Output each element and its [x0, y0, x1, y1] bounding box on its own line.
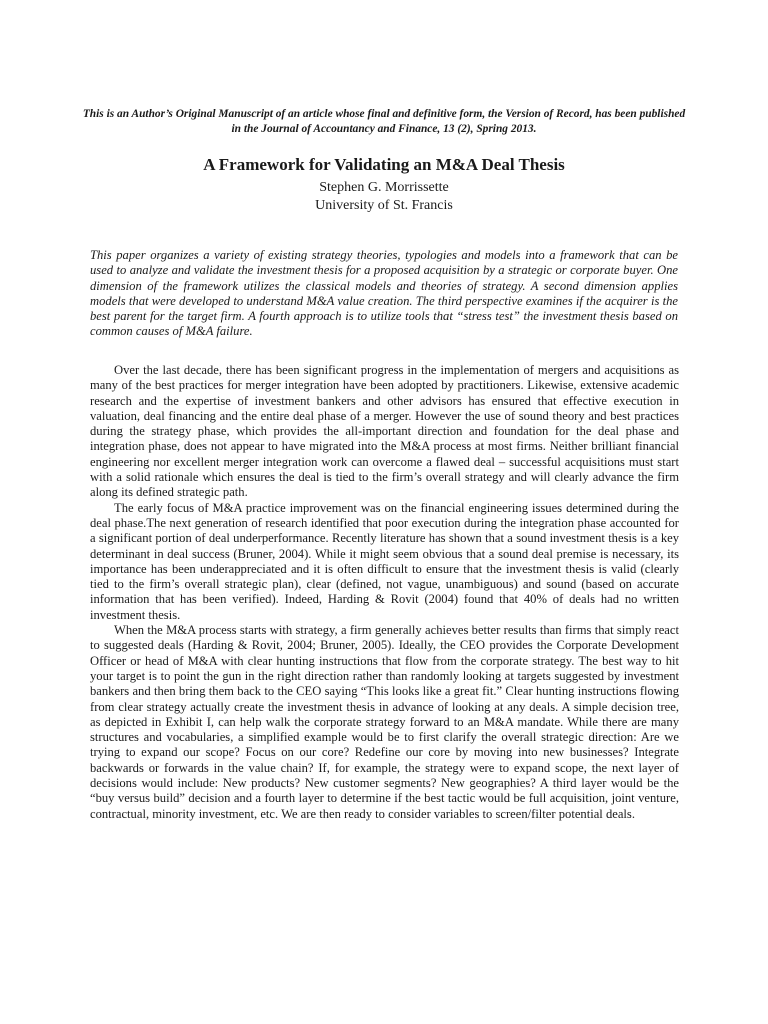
- body-paragraph: When the M&A process starts with strategy, a firm generally achieves better results than firms that simply react to suggested deals (Harding & Rovit, 2004; Bruner, 2005). Ideally, the CEO provides the Corporate Development Officer or head of M&A with clear hunting instructions that flow from the corporate strategy. The best way to hit your target is to point the gun in the right direction rather than randomly looking at targets suggested by investment bankers and then bring them back to the CEO saying “This looks like a great fit.” Clear hunting instructions flowing from clear strategy actually create the investment thesis in advance of looking at any deals. A simple decision tree, as depicted in Exhibit I, can help walk the corporate strategy forward to an M&A mandate. While there are many structures and vocabularies, a simplified example would be to first clarify the overall strategic direction: Are we trying to expand our scope? Focus on our core? Redefine our core by moving into new businesses? Integrate backwards or forwards in the value chain? If, for example, the strategy were to expand scope, the next layer of decisions would include: New products? New customer segments? New geographies? A third layer would be the “buy versus build” decision and a fourth layer to determine if the best tactic would be full acquisition, joint venture, contractual, minority investment, etc. We are then ready to consider variables to screen/filter potential deals.: [90, 623, 679, 821]
- body-paragraph: The early focus of M&A practice improvement was on the financial engineering issues determined during the deal phase.The next generation of research identified that poor execution during the integration phase accounted for a significant portion of deal underperformance. Recently literature has shown that a sound investment thesis is a key determinant in deal success (Bruner, 2004). While it might seem obvious that a sound deal premise is necessary, its importance has been underappreciated and it is often difficult to ensure that the investment thesis is valid (clearly tied to the firm’s overall strategic plan), clear (defined, not vague, unambiguous) and sound (based on accurate information that has been verified). Indeed, Harding & Rovit (2004) found that 40% of deals had no written investment thesis.: [90, 500, 679, 622]
- body-text: [90, 363, 679, 822]
- body-paragraph: Over the last decade, there has been significant progress in the implementation of mergers and acquisitions as many of the best practices for merger integration have been adopted by practitioners. Likewise, extensive academic research and the expertise of investment bankers and other advisors has ensured that effective execution in valuation, deal financing and the entire deal phase of a merger. However the use of sound theory and best practices during the strategy phase, which provides the all-important direction and foundation for the deal phase and integration phase, does not appear to have migrated into the M&A process at most firms. Neither brilliant financial engineering nor excellent merger integration work can overcome a flawed deal – successful acquisitions must start with a solid rationale which ensures the deal is tied to the firm’s overall strategy and will clearly advance the firm along its defined strategic path.: [90, 363, 679, 500]
- author-name: Stephen G. Morrissette: [319, 180, 449, 195]
- manuscript-notice: This is an Author’s Original Manuscript of an article whose final and definitive form, the Version of Record, has been published in the Journal of Accountancy and Finance, 13 (2), Spring 2013.: [82, 108, 686, 135]
- author-block: [60, 179, 708, 214]
- author-affiliation: University of St. Francis: [315, 197, 453, 213]
- abstract: This paper organizes a variety of existing strategy theories, typologies and models into a framework that can be used to analyze and validate the investment thesis for a proposed acquisition by a strategic or corporate buyer. One dimension of the framework utilizes the classical models and theories of strategy. A second dimension applies models that were developed to understand M&A value creation. The third perspective examines if the acquirer is the best parent for the target firm. A fourth approach is to utilize tools that “stress test” the investment thesis based on common causes of M&A failure.: [90, 248, 678, 339]
- paper-title: A Framework for Validating an M&A Deal Thesis: [203, 155, 565, 174]
